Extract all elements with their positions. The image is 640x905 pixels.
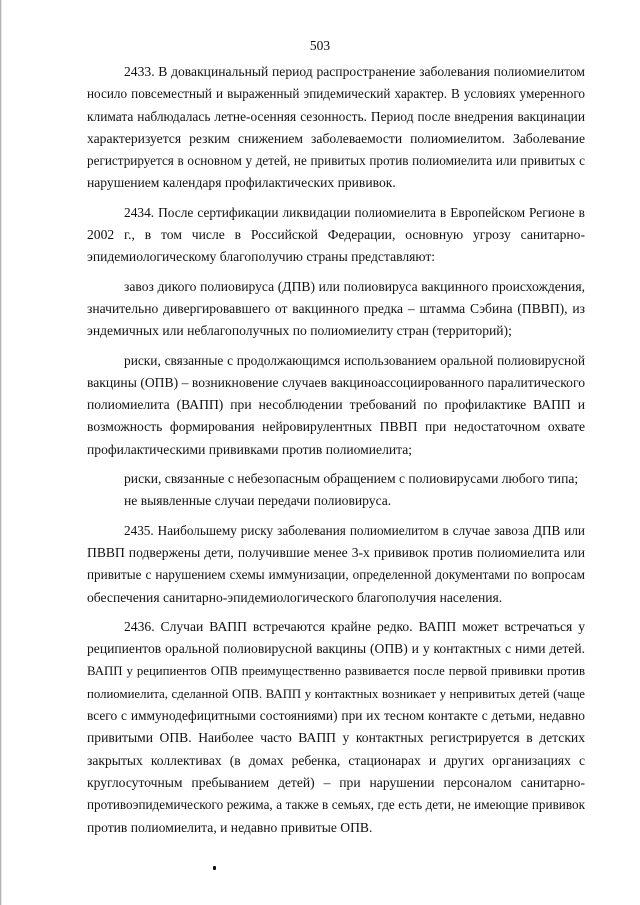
text-line: эндемичных или неблагополучных по полиомиелиту стран (территорий); (87, 323, 512, 339)
text-line: значительно дивергировавшего от вакцинного предка – штамма Сэбина (ПВВП), из (87, 300, 585, 316)
text-line: против полиомиелита, и недавно привитые ОПВ. (87, 819, 373, 835)
text-line: 2435. Наибольшему риску заболевания полиомиелитом в случае завоза ДПВ или (124, 522, 585, 538)
text-line: нарушением календаря профилактических прививок. (87, 175, 396, 191)
text-line: риски, связанные с продолжающимся использованием оральной полиовирусной (124, 352, 585, 368)
paragraph-2433 (87, 61, 585, 195)
text-line: не выявленные случаи передачи полиовируса. (124, 493, 392, 509)
text-line: регистрируется в основном у детей, не привитых против полиомиелита или привитых с (87, 153, 585, 169)
text-line: климата наблюдалась летне-осенняя сезонность. Период после внедрения вакцинации (87, 108, 585, 124)
scan-speck (213, 866, 216, 870)
text-line: противоэпидемического режима, а также в семьях, где есть дети, не имеющие прививок (87, 797, 585, 813)
text-line: привитые с нарушением схемы иммунизации, определенной документами по вопросам (87, 567, 585, 583)
text-line: реципиентов оральной полиовирусной вакцины (ОПВ) и у контактных с ними детей. (87, 641, 585, 657)
paragraph-2434 (87, 202, 585, 269)
document-body (87, 61, 585, 839)
text-line: риски, связанные с небезопасным обращением с полиовирусами любого типа; (124, 471, 579, 487)
text-line: вакцины (ОПВ) – возникновение случаев вакциноассоциированного паралитического (87, 374, 585, 390)
text-line: профилактическими прививками против полиомиелита; (87, 441, 413, 457)
text-line: обеспечения санитарно-эпидемиологического благополучия населения. (87, 589, 503, 605)
paragraph-2435 (87, 520, 585, 609)
text-line: завоз дикого полиовируса (ДПВ) или полиовируса вакцинного происхождения, (124, 278, 585, 294)
list-item-opv-risks (87, 350, 585, 461)
text-line: 2434. После сертификации ликвидации полиомиелита в Европейском Регионе в (124, 204, 585, 220)
text-line: 2002 г., в том числе в Российской Федерации, основную угрозу санитарно- (87, 227, 585, 243)
text-line: эпидемиологическому благополучию страны представляют: (87, 249, 436, 265)
text-line: закрытых коллективах (в домах ребенка, стационарах и других организациях с (87, 752, 585, 768)
list-item-unsafe-handling (87, 468, 585, 490)
text-line: круглосуточным пребыванием детей) – при нарушении персоналом санитарно- (87, 774, 585, 790)
text-line: возможность формирования нейровирулентных ПВВП при недостаточном охвате (87, 419, 585, 435)
list-item-undetected-transmission (87, 490, 585, 512)
text-line: 2436. Случаи ВАПП встречаются крайне редко. ВАПП может встречаться у (124, 618, 585, 634)
text-line: 2433. В довакцинальный период распространение заболевания полиомиелитом (124, 64, 585, 79)
text-line: всего с иммунодефицитными состояниями) при их тесном контакте с детьми, недавно (87, 708, 585, 724)
scan-edge-shadow (0, 0, 2, 905)
page-number: 503 (309, 38, 331, 53)
text-line: носило повсеместный и выраженный эпидемический характер. В условиях умеренного (87, 86, 585, 102)
list-item-imported-poliovirus (87, 276, 585, 343)
text-line: ВАПП у реципиентов ОПВ преимущественно развивается после первой прививки против (87, 664, 585, 679)
text-line: привитыми ОПВ. Наиболее часто ВАПП у контактных регистрируется в детских (87, 730, 585, 746)
text-line: полиомиелита (ВАПП) при несоблюдении требований по профилактике ВАПП и (87, 397, 585, 413)
paragraph-2436 (87, 616, 585, 839)
text-line: ПВВП подвержены дети, получившие менее 3-х прививок против полиомиелита или (87, 544, 585, 560)
text-line: характеризуется резким снижением заболеваемости полиомиелитом. Заболевание (87, 130, 585, 146)
text-line: полиомиелита, сделанной ОПВ. ВАПП у контактных возникает у непривитых детей (чаще (87, 686, 585, 701)
